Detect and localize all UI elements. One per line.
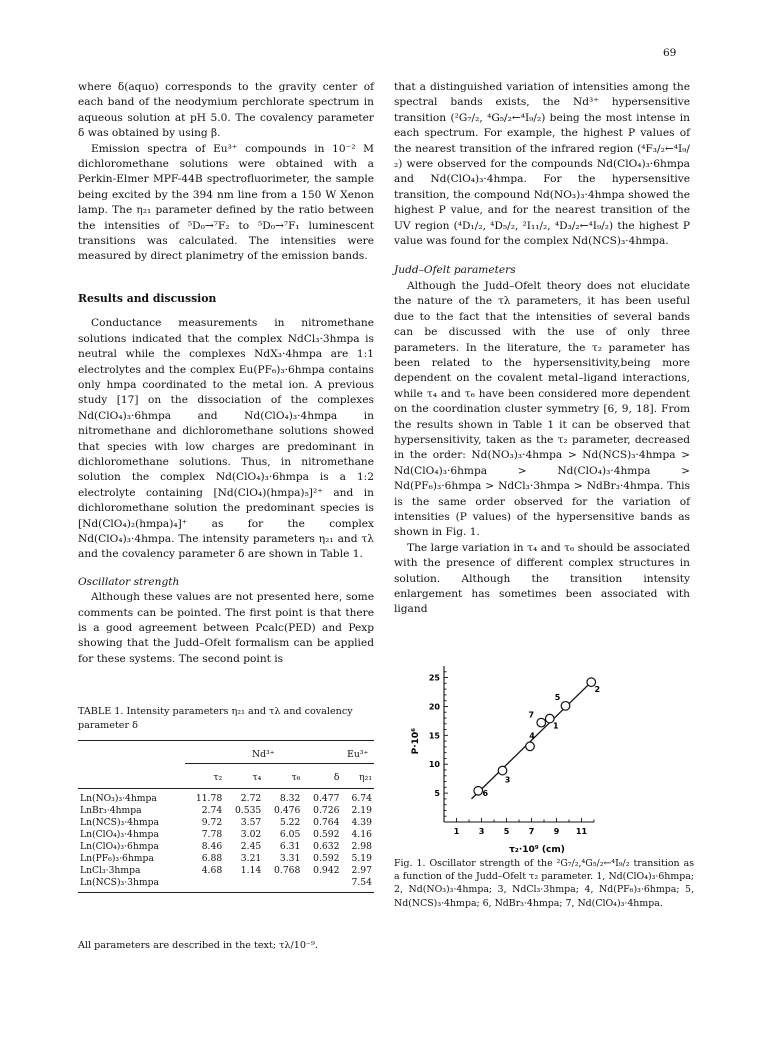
table-cell — [224, 877, 263, 893]
table-caption: TABLE 1. Intensity parameters η₂₁ and τλ and covalency parameter δ — [78, 706, 353, 731]
table-cell: 4.39 — [351, 817, 372, 828]
table-row — [78, 817, 374, 829]
table-cell: 4.16 — [351, 829, 372, 840]
y-tick-label: 5 — [434, 789, 440, 799]
table-cell: 2.98 — [351, 841, 372, 852]
column-header — [78, 764, 185, 789]
y-tick-label: 15 — [428, 731, 440, 741]
table-cell: 3.31 — [279, 853, 301, 864]
table-cell: 7.78 — [201, 829, 223, 840]
table-cell: 2.97 — [351, 865, 372, 876]
table-row — [78, 805, 374, 817]
subheading: Judd–Ofelt parameters — [394, 264, 516, 277]
table-cell: 0.768 — [274, 865, 301, 876]
row-label: Ln(PF₆)₃·6hmpa — [80, 853, 154, 864]
row-label: Ln(NCS)₃·3hmpa — [78, 877, 185, 893]
page-number: 69 — [663, 47, 677, 59]
table-cell: 6.88 — [201, 853, 223, 864]
paragraph: that a distinguished variation of intensities among the spectral bands exists, the Nd³⁺ hypersensitive transition (²G₇/₂, ⁴G₅/₂←⁴I₉/₂) being the most intense in each spectrum. For example, the highest P values of the nearest transition of the infrared region (⁴F₃/₂←⁴I₉/₂) were observed for the compounds Nd(ClO₄)₃·6hmpa and Nd(ClO₄)₃·4hmpa. For the hypersensitive transition, the compound Nd(NO₃)₃·4hmpa showed the highest P value, and for the nearest transition of the UV region (⁴D₁/₂, ⁴D₅/₂, ²I₁₁/₂, ⁴D₃/₂←⁴I₉/₂) the highest P value was found for the complex Nd(NCS)₃·4hmpa. — [394, 81, 690, 248]
section-heading: Results and discussion — [78, 291, 217, 305]
point-label: 1 — [552, 721, 559, 731]
table-cell: 0.477 — [313, 793, 340, 804]
table-cell: 3.21 — [240, 853, 262, 864]
table-cell: 3.57 — [240, 817, 262, 828]
table-cell: 6.05 — [279, 829, 301, 840]
data-point — [498, 766, 507, 775]
row-label: Ln(NO₃)₃·4hmpa — [80, 793, 157, 804]
table-cell — [263, 877, 302, 893]
table-cell: 11.78 — [195, 793, 223, 804]
column-header: η₂₁ — [341, 764, 374, 789]
paragraph: Emission spectra of Eu³⁺ compounds in 10⁻² M dichloromethane solutions were obtained with a Perkin-Elmer MPF-44B spectrofluorimeter, the sample being excited by the 394 nm line from a 150 W Xenon lamp. The η₂₁ parameter defined by the ratio between the intensities of ⁵D₀→⁷F₂ to ⁵D₀→⁷F₁ luminescent transitions was calculated. The intensities were measured by direct planimetry of the emission bands. — [78, 142, 374, 263]
paragraph: Although these values are not presented here, some comments can be pointed. The first point is that there is a good agreement between Pcalc(PED) and Pexp showing that the Judd–Ofelt formalism can be applied for these systems. The second point is — [78, 591, 374, 665]
table-cell: 6.74 — [351, 793, 372, 804]
table-cell — [185, 877, 224, 893]
table-row — [78, 789, 374, 806]
table-cell: 1.14 — [240, 865, 262, 876]
table-cell: 3.02 — [240, 829, 262, 840]
y-tick-label: 10 — [428, 760, 440, 770]
x-tick-label: 5 — [503, 827, 510, 836]
subheading: Oscillator strength — [78, 575, 180, 588]
point-label: 3 — [504, 775, 511, 785]
table-cell: 5.19 — [351, 853, 372, 864]
chart-axes — [411, 666, 594, 855]
table-cell: 0.942 — [313, 865, 340, 876]
data-point — [474, 787, 483, 796]
y-axis-label: P·10⁶ — [411, 727, 421, 755]
column-header: δ — [302, 764, 341, 789]
column-header: τ₄ — [224, 764, 263, 789]
table-row — [78, 853, 374, 865]
data-table — [78, 740, 374, 893]
table-cell: 2.45 — [240, 841, 262, 852]
table-row — [78, 829, 374, 841]
table-cell: 9.72 — [201, 817, 223, 828]
table-cell: 2.72 — [240, 793, 262, 804]
point-label: 2 — [594, 685, 601, 695]
table-cell: 4.68 — [201, 865, 223, 876]
x-axis-label: τ₂·10⁹ (cm) — [509, 845, 565, 855]
y-tick-label: 25 — [428, 673, 440, 683]
table-group-row — [78, 741, 374, 764]
table-cell: 0.764 — [313, 817, 340, 828]
data-point — [526, 742, 535, 751]
row-label: Ln(NCS)₃·4hmpa — [80, 817, 159, 828]
paragraph: Although the Judd–Ofelt theory does not elucidate the nature of the τλ parameters, it has been useful due to the fact that the intensities of several bands can be discussed with the use of only three parameters. In the literature, the τ₂ parameter has been related to the hypersensitivity,being more dependent on the covalent metal–ligand interactions, while τ₄ and τ₆ have been considered more dependent on the coordination cluster symmetry [6, 9, 18]. From the results shown in Table 1 it can be observed that hypersensitivity, taken as the τ₂ parameter, decreased in the order: Nd(NO₃)₃·4hmpa > Nd(NCS)₃·4hmpa > Nd(ClO₄)₃·6hmpa > Nd(ClO₄)₃·4hmpa > Nd(PF₆)₃·6hmpa > NdCl₃·3hmpa > NdBr₃·4hmpa. This is the same order observed for the variation of intensities (P values) of the hypersensitive bands as shown in Fig. 1. — [394, 279, 690, 539]
data-point — [537, 718, 546, 727]
table-cell: 8.32 — [279, 793, 301, 804]
table-cell: 6.31 — [279, 841, 301, 852]
x-tick-label: 9 — [553, 827, 560, 836]
table-cell: 8.46 — [201, 841, 223, 852]
table-footnote: All parameters are described in the text; τλ/10⁻⁹. — [78, 940, 318, 951]
y-tick-label: 20 — [428, 702, 440, 712]
table-cell: 0.632 — [313, 841, 340, 852]
table-cell: 0.592 — [313, 853, 340, 864]
group-label-nd: Nd³⁺ — [185, 741, 341, 764]
figure-caption: Fig. 1. Oscillator strength of the ²G₇/₂,⁴G₅/₂←⁴I₉/₂ transition as a function of the Judd–Ofelt τ₂ parameter. 1, Nd(ClO₄)₃·6hmpa; 2, Nd(NO₃)₃·4hmpa; 3, NdCl₃·3hmpa; 4, Nd(PF₆)₃·6hmpa; 5, Nd(NCS)₃·4hmpa; 6, NdBr₃·4hmpa; 7, Nd(ClO₄)₃·4hmpa. — [394, 858, 694, 909]
data-point — [561, 702, 570, 711]
table-cell: 7.54 — [341, 877, 374, 893]
right-column — [394, 80, 690, 618]
point-label: 7 — [528, 710, 535, 720]
left-column — [78, 80, 374, 667]
x-tick-label: 1 — [453, 827, 460, 836]
chart-marks — [472, 678, 601, 799]
x-tick-label: 7 — [528, 827, 535, 836]
table-cell: 2.74 — [201, 805, 223, 816]
paragraph: Conductance measurements in nitromethane solutions indicated that the complex NdCl₃·3hmpa is neutral while the complexes NdX₃·4hmpa are 1:1 electrolytes and the complex Eu(PF₆)₃·6hmpa contains only hmpa coordinated to the metal ion. A previous study [17] on the dissociation of the complexes Nd(ClO₄)₃·6hmpa and Nd(ClO₄)₃·4hmpa in nitromethane and dichloromethane solutions showed that species with low charges are predominant in dichloromethane solutions. Thus, in nitromethane solution the complex Nd(ClO₄)₃·6hmpa is a 1:2 electrolyte containing [Nd(ClO₄)(hmpa)₅]²⁺ and in dichloromethane solution the predominant species is [Nd(ClO₄)₂(hmpa)₄]⁺ as for the complex Nd(ClO₄)₃·4hmpa. The intensity parameters η₂₁ and τλ and the covalency parameter δ are shown in Table 1. — [78, 317, 374, 561]
table-header-row — [78, 764, 374, 789]
column-header: τ₂ — [185, 764, 224, 789]
paragraph: where δ(aquo) corresponds to the gravity center of each band of the neodymium perchlorate spectrum in aqueous solution at pH 5.0. The covalency parameter δ was obtained by using β. — [78, 81, 374, 140]
table-cell: 0.592 — [313, 829, 340, 840]
x-tick-label: 3 — [478, 827, 485, 836]
table-row — [78, 865, 374, 877]
row-label: LnCl₃·3hmpa — [80, 865, 141, 876]
table-cell: 0.476 — [274, 805, 301, 816]
point-label: 5 — [554, 692, 561, 702]
row-label: Ln(ClO₄)₃·4hmpa — [80, 829, 159, 840]
point-label: 4 — [529, 731, 535, 741]
table-cell: 5.22 — [279, 817, 301, 828]
table-cell: 2.19 — [351, 805, 372, 816]
column-header: τ₆ — [263, 764, 302, 789]
table-cell — [302, 877, 341, 893]
row-label: LnBr₃·4hmpa — [80, 805, 142, 816]
x-tick-label: 11 — [575, 827, 588, 836]
table-row — [78, 877, 374, 893]
row-label: Ln(ClO₄)₃·6hmpa — [80, 841, 159, 852]
paragraph: The large variation in τ₄ and τ₆ should be associated with the presence of different complex structures in solution. Although the transition intensity enlargement has sometimes been associated with ligand — [394, 541, 690, 616]
point-label: 6 — [482, 788, 489, 798]
table-cell: 0.726 — [313, 805, 340, 816]
scatter-chart — [394, 660, 694, 860]
group-label-eu: Eu³⁺ — [341, 741, 374, 764]
table-cell: 0.535 — [234, 805, 262, 816]
table-row — [78, 841, 374, 853]
